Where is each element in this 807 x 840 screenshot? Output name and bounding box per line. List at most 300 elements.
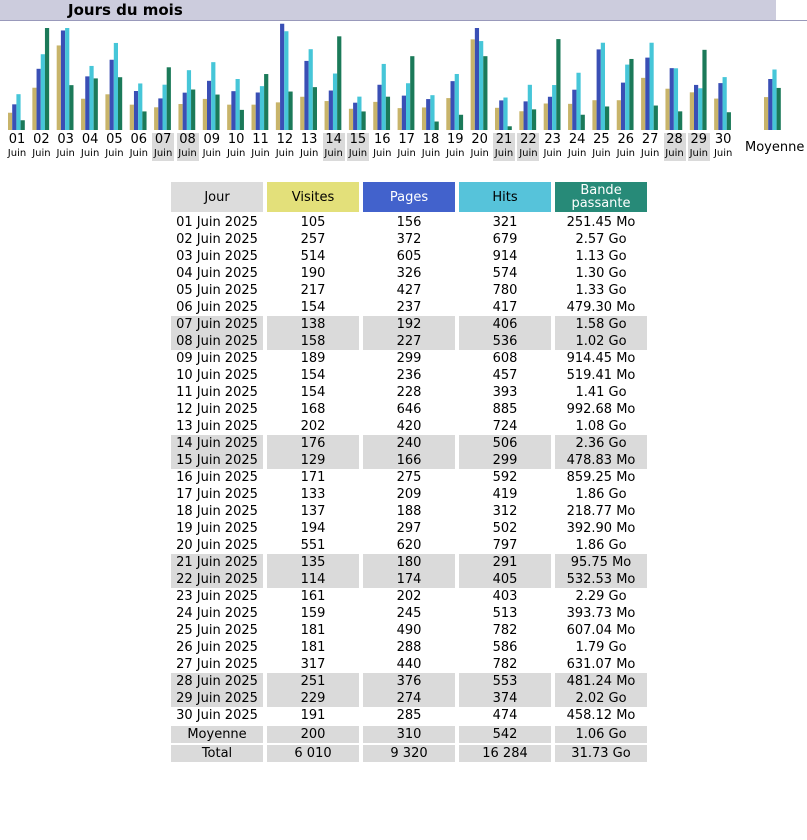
hits-bar bbox=[211, 62, 215, 130]
cell-visites: 191 bbox=[265, 707, 361, 724]
visites-bar bbox=[592, 100, 596, 130]
cell-pages: 209 bbox=[361, 486, 457, 503]
cell-hits: 780 bbox=[457, 282, 553, 299]
cell-jour: 06 Juin 2025 bbox=[169, 299, 265, 316]
bandwidth-bar bbox=[21, 120, 25, 130]
table-body bbox=[169, 214, 649, 724]
cell-jour: 24 Juin 2025 bbox=[169, 605, 265, 622]
visites-bar bbox=[544, 104, 548, 130]
cell-pages: 156 bbox=[361, 214, 457, 231]
table-row bbox=[169, 503, 649, 520]
cell-visites: 217 bbox=[265, 282, 361, 299]
hits-bar bbox=[284, 31, 288, 130]
average-visites: 200 bbox=[265, 724, 361, 743]
table-row bbox=[169, 622, 649, 639]
cell-bande: 2.02 Go bbox=[553, 690, 649, 707]
pages-bar bbox=[499, 100, 503, 130]
pages-bar bbox=[37, 69, 41, 130]
day-label bbox=[274, 133, 296, 161]
day-number: 25 bbox=[593, 132, 610, 147]
daily-stats-table bbox=[169, 180, 649, 762]
visites-bar bbox=[178, 104, 182, 130]
bandwidth-bar bbox=[288, 92, 292, 130]
day-month: Juin bbox=[153, 148, 173, 159]
cell-visites: 317 bbox=[265, 656, 361, 673]
table-row bbox=[169, 333, 649, 350]
day-label bbox=[493, 133, 515, 161]
pages-bar bbox=[475, 28, 479, 130]
day-month: Juin bbox=[348, 148, 368, 159]
cell-pages: 646 bbox=[361, 401, 457, 418]
visites-bar bbox=[154, 107, 158, 130]
cell-pages: 605 bbox=[361, 248, 457, 265]
bandwidth-bar bbox=[264, 74, 268, 130]
bandwidth-bar bbox=[556, 39, 560, 130]
day-number: 02 bbox=[33, 132, 50, 147]
cell-bande: 992.68 Mo bbox=[553, 401, 649, 418]
average-jour: Moyenne bbox=[169, 724, 265, 743]
cell-jour: 12 Juin 2025 bbox=[169, 401, 265, 418]
cell-hits: 724 bbox=[457, 418, 553, 435]
pages-bar bbox=[280, 24, 284, 130]
cell-pages: 275 bbox=[361, 469, 457, 486]
hits-bar bbox=[650, 43, 654, 130]
cell-pages: 490 bbox=[361, 622, 457, 639]
day-label bbox=[664, 133, 686, 161]
hits-bar bbox=[357, 97, 361, 130]
visites-bar bbox=[130, 105, 134, 130]
cell-pages: 297 bbox=[361, 520, 457, 537]
day-label bbox=[712, 133, 734, 161]
pages-bar bbox=[402, 96, 406, 130]
cell-bande: 1.79 Go bbox=[553, 639, 649, 656]
cell-pages: 228 bbox=[361, 384, 457, 401]
cell-visites: 154 bbox=[265, 384, 361, 401]
day-label bbox=[30, 133, 52, 161]
header-visites: Visites bbox=[265, 180, 361, 214]
visites-bar bbox=[105, 94, 109, 130]
day-number: 05 bbox=[106, 132, 123, 147]
cell-pages: 237 bbox=[361, 299, 457, 316]
day-month: Juin bbox=[105, 148, 124, 159]
cell-visites: 202 bbox=[265, 418, 361, 435]
cell-hits: 474 bbox=[457, 707, 553, 724]
table-row bbox=[169, 265, 649, 282]
cell-bande: 519.41 Mo bbox=[553, 367, 649, 384]
cell-visites: 176 bbox=[265, 435, 361, 452]
table-row bbox=[169, 571, 649, 588]
day-number: 03 bbox=[57, 132, 74, 147]
cell-visites: 257 bbox=[265, 231, 361, 248]
cell-visites: 135 bbox=[265, 554, 361, 571]
total-visites: 6 010 bbox=[265, 743, 361, 762]
day-month: Juin bbox=[397, 148, 416, 159]
table-row bbox=[169, 486, 649, 503]
day-label bbox=[250, 133, 272, 161]
cell-pages: 192 bbox=[361, 316, 457, 333]
day-label bbox=[225, 133, 247, 161]
hits-bar bbox=[65, 28, 69, 130]
day-number: 22 bbox=[520, 132, 537, 147]
average-hits: 542 bbox=[457, 724, 553, 743]
visites-bar bbox=[8, 113, 12, 130]
table-row bbox=[169, 214, 649, 231]
cell-hits: 374 bbox=[457, 690, 553, 707]
cell-jour: 22 Juin 2025 bbox=[169, 571, 265, 588]
day-number: 04 bbox=[81, 132, 99, 147]
cell-jour: 04 Juin 2025 bbox=[169, 265, 265, 282]
hits-bar bbox=[260, 86, 264, 130]
pages-bar bbox=[304, 61, 308, 130]
cell-jour: 17 Juin 2025 bbox=[169, 486, 265, 503]
cell-bande: 1.02 Go bbox=[553, 333, 649, 350]
day-month: Juin bbox=[275, 148, 295, 159]
table-row bbox=[169, 469, 649, 486]
cell-jour: 03 Juin 2025 bbox=[169, 248, 265, 265]
cell-pages: 274 bbox=[361, 690, 457, 707]
header-pages: Pages bbox=[361, 180, 457, 214]
bandwidth-bar bbox=[532, 109, 536, 130]
cell-hits: 553 bbox=[457, 673, 553, 690]
day-number: 24 bbox=[568, 132, 586, 147]
visites-bar bbox=[349, 109, 353, 130]
cell-jour: 05 Juin 2025 bbox=[169, 282, 265, 299]
day-month: Juin bbox=[446, 148, 465, 159]
cell-visites: 154 bbox=[265, 299, 361, 316]
table-row bbox=[169, 350, 649, 367]
day-number: 30 bbox=[714, 132, 732, 147]
bandwidth-bar bbox=[142, 111, 146, 130]
day-label bbox=[323, 133, 345, 161]
table-row bbox=[169, 673, 649, 690]
chart-canvas bbox=[0, 22, 807, 132]
day-number: 01 bbox=[8, 132, 26, 147]
table-row bbox=[169, 452, 649, 469]
visites-bar bbox=[373, 102, 377, 130]
average-visites-bar bbox=[764, 97, 768, 130]
pages-bar bbox=[524, 101, 528, 130]
visites-bar bbox=[32, 88, 36, 130]
cell-bande: 1.58 Go bbox=[553, 316, 649, 333]
cell-hits: 782 bbox=[457, 656, 553, 673]
bandwidth-bar bbox=[483, 56, 487, 130]
hits-bar bbox=[187, 70, 191, 130]
total-hits: 16 284 bbox=[457, 743, 553, 762]
visites-bar bbox=[495, 108, 499, 130]
cell-pages: 166 bbox=[361, 452, 457, 469]
pages-bar bbox=[621, 83, 625, 130]
pages-bar bbox=[110, 60, 114, 130]
bandwidth-bar bbox=[678, 111, 682, 130]
visites-bar bbox=[276, 102, 280, 130]
hits-bar bbox=[309, 49, 313, 130]
bandwidth-bar bbox=[240, 110, 244, 130]
visites-bar bbox=[690, 92, 694, 130]
hits-bar bbox=[503, 98, 507, 130]
day-month: Juin bbox=[129, 148, 148, 159]
average-hits-bar bbox=[772, 70, 776, 130]
cell-bande: 95.75 Mo bbox=[553, 554, 649, 571]
pages-bar bbox=[451, 81, 455, 130]
cell-bande: 481.24 Mo bbox=[553, 673, 649, 690]
bandwidth-bar bbox=[337, 36, 341, 130]
day-number: 12 bbox=[276, 132, 294, 147]
hits-bar bbox=[382, 64, 386, 130]
cell-hits: 291 bbox=[457, 554, 553, 571]
bandwidth-bar bbox=[581, 115, 585, 130]
cell-hits: 419 bbox=[457, 486, 553, 503]
hits-bar bbox=[138, 83, 142, 130]
cell-visites: 129 bbox=[265, 452, 361, 469]
day-number: 08 bbox=[179, 132, 196, 147]
cell-visites: 189 bbox=[265, 350, 361, 367]
cell-bande: 859.25 Mo bbox=[553, 469, 649, 486]
cell-pages: 174 bbox=[361, 571, 457, 588]
total-bande: 31.73 Go bbox=[553, 743, 649, 762]
cell-pages: 299 bbox=[361, 350, 457, 367]
bandwidth-bar bbox=[94, 78, 98, 130]
cell-visites: 181 bbox=[265, 622, 361, 639]
table-row bbox=[169, 656, 649, 673]
cell-bande: 2.29 Go bbox=[553, 588, 649, 605]
average-pages-bar bbox=[768, 79, 772, 130]
cell-visites: 154 bbox=[265, 367, 361, 384]
cell-visites: 171 bbox=[265, 469, 361, 486]
pages-bar bbox=[256, 92, 260, 130]
day-label bbox=[103, 133, 125, 161]
cell-visites: 194 bbox=[265, 520, 361, 537]
table-row bbox=[169, 299, 649, 316]
day-month: Juin bbox=[299, 148, 319, 159]
cell-visites: 161 bbox=[265, 588, 361, 605]
table-row bbox=[169, 537, 649, 554]
day-label bbox=[566, 133, 588, 161]
visites-bar bbox=[300, 97, 304, 130]
bandwidth-bar bbox=[191, 90, 195, 130]
cell-pages: 288 bbox=[361, 639, 457, 656]
cell-hits: 679 bbox=[457, 231, 553, 248]
hits-bar bbox=[455, 74, 459, 130]
table-row bbox=[169, 639, 649, 656]
cell-hits: 502 bbox=[457, 520, 553, 537]
visites-bar bbox=[325, 101, 329, 130]
day-number: 26 bbox=[617, 132, 635, 147]
day-month: Juin bbox=[80, 148, 100, 159]
day-month: Juin bbox=[251, 148, 270, 159]
day-number: 14 bbox=[325, 132, 342, 147]
cell-bande: 631.07 Mo bbox=[553, 656, 649, 673]
day-label bbox=[542, 133, 564, 161]
cell-pages: 245 bbox=[361, 605, 457, 622]
average-bandwidth-bar bbox=[777, 88, 781, 130]
pages-bar bbox=[207, 81, 211, 130]
cell-hits: 406 bbox=[457, 316, 553, 333]
cell-hits: 393 bbox=[457, 384, 553, 401]
table-row bbox=[169, 435, 649, 452]
cell-pages: 188 bbox=[361, 503, 457, 520]
cell-hits: 506 bbox=[457, 435, 553, 452]
cell-hits: 299 bbox=[457, 452, 553, 469]
pages-bar bbox=[231, 91, 235, 130]
average-pages: 310 bbox=[361, 724, 457, 743]
visites-bar bbox=[519, 111, 523, 130]
day-number: 13 bbox=[300, 132, 318, 147]
day-month: Juin bbox=[616, 148, 635, 159]
visites-bar bbox=[665, 89, 669, 130]
header-bande-passante: Bande passante bbox=[553, 180, 649, 214]
cell-bande: 1.33 Go bbox=[553, 282, 649, 299]
cell-jour: 14 Juin 2025 bbox=[169, 435, 265, 452]
day-month: Juin bbox=[32, 148, 51, 159]
cell-jour: 09 Juin 2025 bbox=[169, 350, 265, 367]
table-row bbox=[169, 554, 649, 571]
table-row bbox=[169, 367, 649, 384]
pages-bar bbox=[377, 85, 381, 130]
day-number: 11 bbox=[252, 132, 269, 147]
cell-hits: 574 bbox=[457, 265, 553, 282]
cell-jour: 26 Juin 2025 bbox=[169, 639, 265, 656]
pages-bar bbox=[183, 93, 187, 130]
cell-visites: 190 bbox=[265, 265, 361, 282]
day-label bbox=[201, 133, 223, 161]
cell-pages: 427 bbox=[361, 282, 457, 299]
cell-visites: 158 bbox=[265, 333, 361, 350]
day-label bbox=[347, 133, 369, 161]
table-row bbox=[169, 384, 649, 401]
bandwidth-bar bbox=[69, 85, 73, 130]
cell-pages: 180 bbox=[361, 554, 457, 571]
visites-bar bbox=[471, 39, 475, 130]
cell-hits: 513 bbox=[457, 605, 553, 622]
cell-pages: 620 bbox=[361, 537, 457, 554]
cell-hits: 417 bbox=[457, 299, 553, 316]
cell-visites: 514 bbox=[265, 248, 361, 265]
day-month: Juin bbox=[470, 148, 489, 159]
pages-bar bbox=[548, 97, 552, 130]
cell-jour: 27 Juin 2025 bbox=[169, 656, 265, 673]
day-label bbox=[371, 133, 393, 161]
bandwidth-bar bbox=[215, 95, 219, 130]
bandwidth-bar bbox=[45, 28, 49, 130]
hits-bar bbox=[576, 73, 580, 130]
hits-bar bbox=[674, 68, 678, 130]
visites-bar bbox=[446, 98, 450, 130]
day-month: Juin bbox=[178, 148, 197, 159]
day-label bbox=[420, 133, 442, 161]
cell-visites: 229 bbox=[265, 690, 361, 707]
cell-pages: 236 bbox=[361, 367, 457, 384]
bandwidth-bar bbox=[410, 56, 414, 130]
cell-pages: 227 bbox=[361, 333, 457, 350]
bandwidth-bar bbox=[313, 87, 317, 130]
day-month: Juin bbox=[56, 148, 75, 159]
title-divider bbox=[0, 20, 807, 21]
pages-bar bbox=[718, 83, 722, 130]
cell-bande: 479.30 Mo bbox=[553, 299, 649, 316]
pages-bar bbox=[12, 104, 16, 130]
day-number: 10 bbox=[227, 132, 245, 147]
bandwidth-bar bbox=[362, 111, 366, 130]
day-month: Juin bbox=[226, 148, 246, 159]
cell-visites: 551 bbox=[265, 537, 361, 554]
cell-bande: 392.90 Mo bbox=[553, 520, 649, 537]
average-label: Moyenne bbox=[745, 140, 805, 155]
cell-jour: 19 Juin 2025 bbox=[169, 520, 265, 537]
day-month: Juin bbox=[324, 148, 343, 159]
total-row bbox=[169, 743, 649, 762]
hits-bar bbox=[625, 65, 629, 130]
cell-pages: 240 bbox=[361, 435, 457, 452]
day-number: 15 bbox=[349, 132, 367, 147]
cell-jour: 25 Juin 2025 bbox=[169, 622, 265, 639]
day-month: Juin bbox=[713, 148, 733, 159]
cell-bande: 251.45 Mo bbox=[553, 214, 649, 231]
visites-bar bbox=[57, 45, 61, 130]
visites-bar bbox=[714, 99, 718, 130]
day-label bbox=[639, 133, 661, 161]
cell-hits: 403 bbox=[457, 588, 553, 605]
cell-hits: 321 bbox=[457, 214, 553, 231]
table-row bbox=[169, 282, 649, 299]
cell-visites: 138 bbox=[265, 316, 361, 333]
cell-pages: 420 bbox=[361, 418, 457, 435]
bandwidth-bar bbox=[118, 77, 122, 130]
day-number: 09 bbox=[203, 132, 221, 147]
cell-jour: 11 Juin 2025 bbox=[169, 384, 265, 401]
cell-pages: 372 bbox=[361, 231, 457, 248]
cell-pages: 326 bbox=[361, 265, 457, 282]
table-row bbox=[169, 588, 649, 605]
visites-bar bbox=[227, 105, 231, 130]
day-month: Juin bbox=[373, 148, 392, 159]
total-jour: Total bbox=[169, 743, 265, 762]
pages-bar bbox=[597, 49, 601, 130]
pages-bar bbox=[61, 30, 65, 130]
cell-bande: 1.86 Go bbox=[553, 486, 649, 503]
table-row bbox=[169, 605, 649, 622]
cell-visites: 251 bbox=[265, 673, 361, 690]
table-row bbox=[169, 418, 649, 435]
cell-hits: 914 bbox=[457, 248, 553, 265]
visites-bar bbox=[422, 107, 426, 130]
visites-bar bbox=[252, 105, 256, 130]
day-label bbox=[396, 133, 418, 161]
cell-jour: 08 Juin 2025 bbox=[169, 333, 265, 350]
day-label bbox=[517, 133, 539, 161]
cell-bande: 1.13 Go bbox=[553, 248, 649, 265]
cell-jour: 10 Juin 2025 bbox=[169, 367, 265, 384]
cell-hits: 608 bbox=[457, 350, 553, 367]
cell-hits: 405 bbox=[457, 571, 553, 588]
day-number: 23 bbox=[544, 132, 561, 147]
cell-hits: 782 bbox=[457, 622, 553, 639]
cell-visites: 114 bbox=[265, 571, 361, 588]
table-row bbox=[169, 520, 649, 537]
cell-jour: 29 Juin 2025 bbox=[169, 690, 265, 707]
day-month: Juin bbox=[421, 148, 441, 159]
cell-visites: 133 bbox=[265, 486, 361, 503]
cell-bande: 2.36 Go bbox=[553, 435, 649, 452]
pages-bar bbox=[694, 85, 698, 130]
table-row bbox=[169, 316, 649, 333]
hits-bar bbox=[479, 41, 483, 130]
cell-bande: 1.41 Go bbox=[553, 384, 649, 401]
table-row bbox=[169, 248, 649, 265]
cell-hits: 797 bbox=[457, 537, 553, 554]
cell-bande: 1.86 Go bbox=[553, 537, 649, 554]
cell-jour: 20 Juin 2025 bbox=[169, 537, 265, 554]
day-number: 27 bbox=[641, 132, 659, 147]
